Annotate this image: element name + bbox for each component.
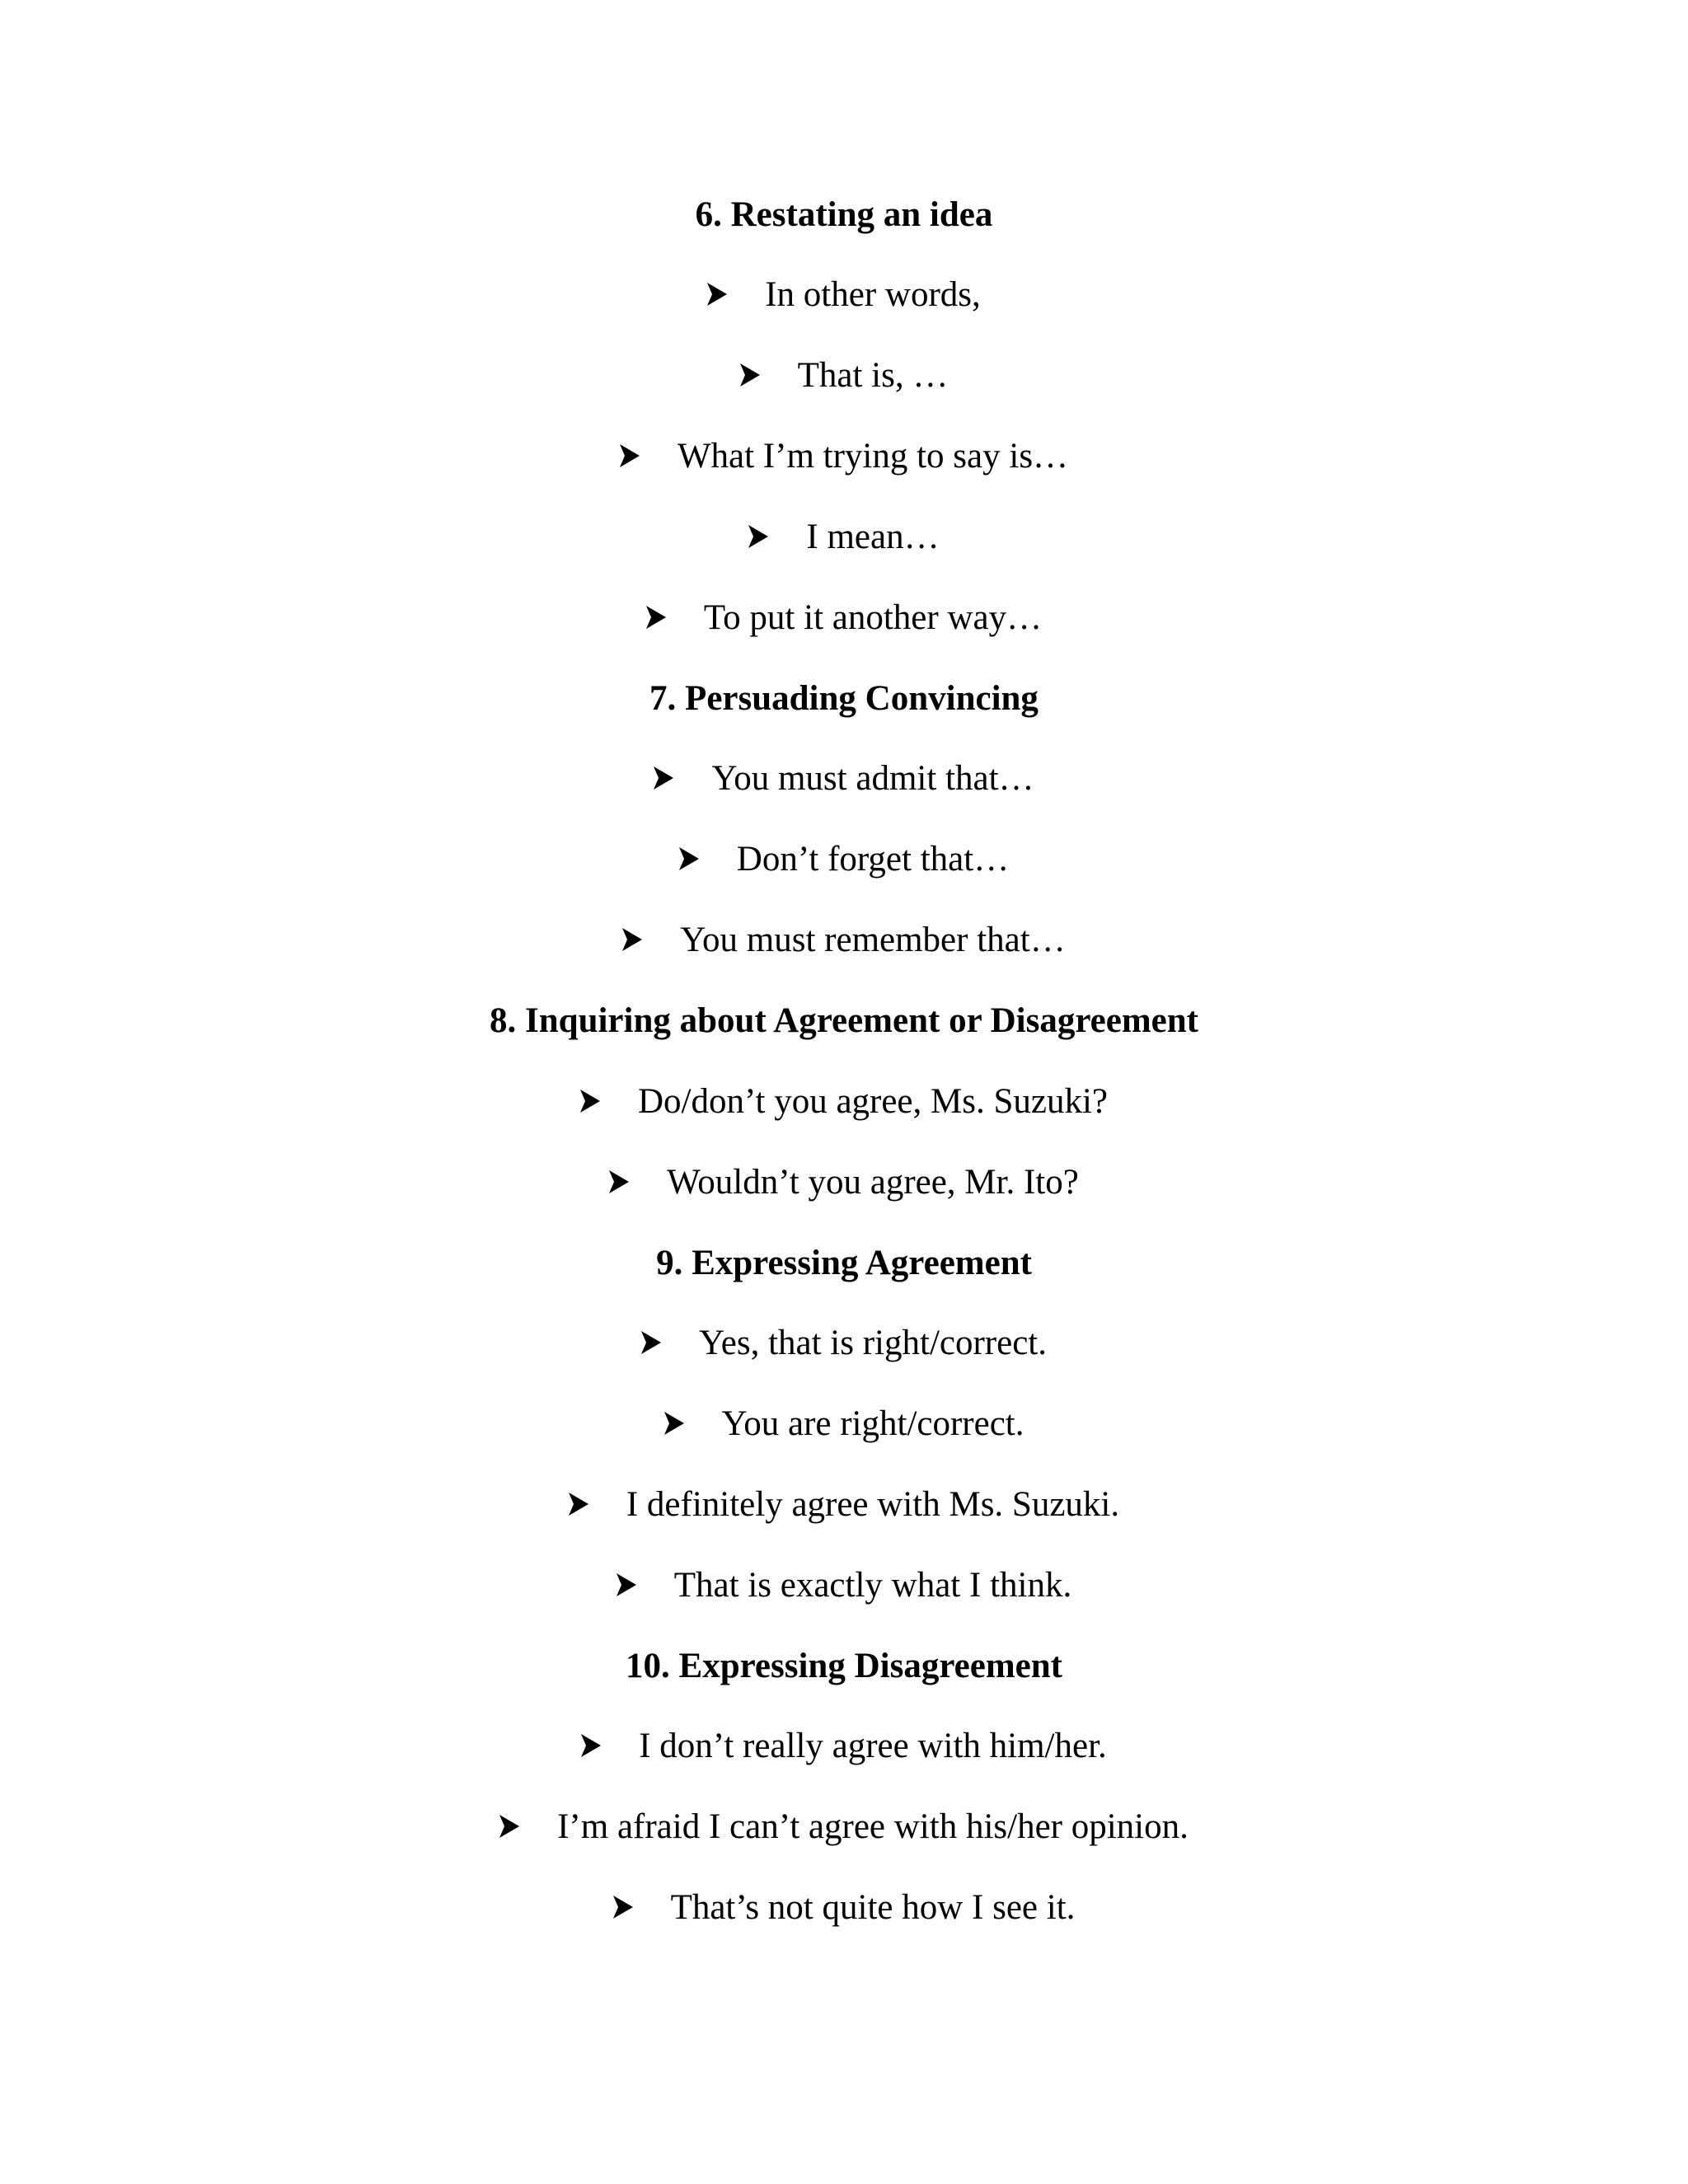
list-item bbox=[0, 270, 1688, 320]
list-item bbox=[0, 916, 1688, 965]
arrow-bullet-icon bbox=[622, 923, 642, 956]
arrow-bullet-icon bbox=[581, 1729, 601, 1762]
arrow-bullet-icon bbox=[740, 359, 760, 391]
list-item-text: That’s not quite how I see it. bbox=[670, 1888, 1076, 1927]
arrow-bullet-icon bbox=[613, 1891, 633, 1924]
list-item bbox=[0, 1480, 1688, 1530]
list-item-text: I mean… bbox=[806, 518, 940, 556]
arrow-bullet-icon bbox=[617, 1568, 636, 1601]
list-item-text: What I’m trying to say is… bbox=[677, 437, 1069, 476]
arrow-bullet-icon bbox=[609, 1165, 629, 1198]
list-item bbox=[0, 754, 1688, 804]
list-item bbox=[0, 593, 1688, 643]
list-item-text: Yes, that is right/correct. bbox=[699, 1324, 1047, 1362]
list-item-text: That is, … bbox=[797, 356, 949, 395]
arrow-bullet-icon bbox=[646, 601, 666, 634]
list-item bbox=[0, 1077, 1688, 1127]
list-item-text: You are right/correct. bbox=[721, 1404, 1025, 1443]
section-heading: 10. Expressing Disagreement bbox=[626, 1647, 1062, 1685]
list-item bbox=[0, 513, 1688, 562]
list-item-text: You must admit that… bbox=[711, 759, 1034, 798]
arrow-bullet-icon bbox=[580, 1085, 600, 1118]
section-heading: 7. Persuading Convincing bbox=[649, 679, 1039, 718]
arrow-bullet-icon bbox=[654, 762, 673, 794]
list-item bbox=[0, 1319, 1688, 1368]
list-item-text: Wouldn’t you agree, Mr. Ito? bbox=[667, 1163, 1079, 1202]
section-heading: 6. Restating an idea bbox=[695, 195, 993, 234]
list-item bbox=[0, 1883, 1688, 1933]
list-item-text: I’m afraid I can’t agree with his/her opinion. bbox=[557, 1807, 1189, 1846]
arrow-bullet-icon bbox=[664, 1407, 684, 1440]
list-item-text: I definitely agree with Ms. Suzuki. bbox=[626, 1485, 1120, 1524]
list-item-text: In other words, bbox=[765, 275, 981, 314]
list-item-text: Don’t forget that… bbox=[736, 840, 1010, 879]
list-item-text: I don’t really agree with him/her. bbox=[639, 1727, 1107, 1765]
list-item bbox=[0, 1561, 1688, 1610]
arrow-bullet-icon bbox=[679, 842, 699, 875]
arrow-bullet-icon bbox=[641, 1326, 661, 1359]
list-item bbox=[0, 432, 1688, 481]
arrow-bullet-icon bbox=[620, 439, 640, 472]
arrow-bullet-icon bbox=[707, 278, 727, 311]
list-item-text: Do/don’t you agree, Ms. Suzuki? bbox=[637, 1082, 1109, 1121]
list-item bbox=[0, 835, 1688, 884]
section-heading: 8. Inquiring about Agreement or Disagreement bbox=[490, 1001, 1198, 1040]
arrow-bullet-icon bbox=[499, 1810, 519, 1843]
list-item-text: To put it another way… bbox=[703, 598, 1043, 637]
list-item-text: That is exactly what I think. bbox=[673, 1566, 1072, 1605]
list-item bbox=[0, 1399, 1688, 1449]
list-item-text: You must remember that… bbox=[680, 921, 1066, 959]
list-item bbox=[0, 1802, 1688, 1852]
arrow-bullet-icon bbox=[748, 520, 768, 553]
section-heading: 9. Expressing Agreement bbox=[656, 1244, 1032, 1282]
list-item bbox=[0, 1722, 1688, 1771]
list-item bbox=[0, 351, 1688, 401]
arrow-bullet-icon bbox=[569, 1488, 588, 1521]
list-item bbox=[0, 1158, 1688, 1207]
